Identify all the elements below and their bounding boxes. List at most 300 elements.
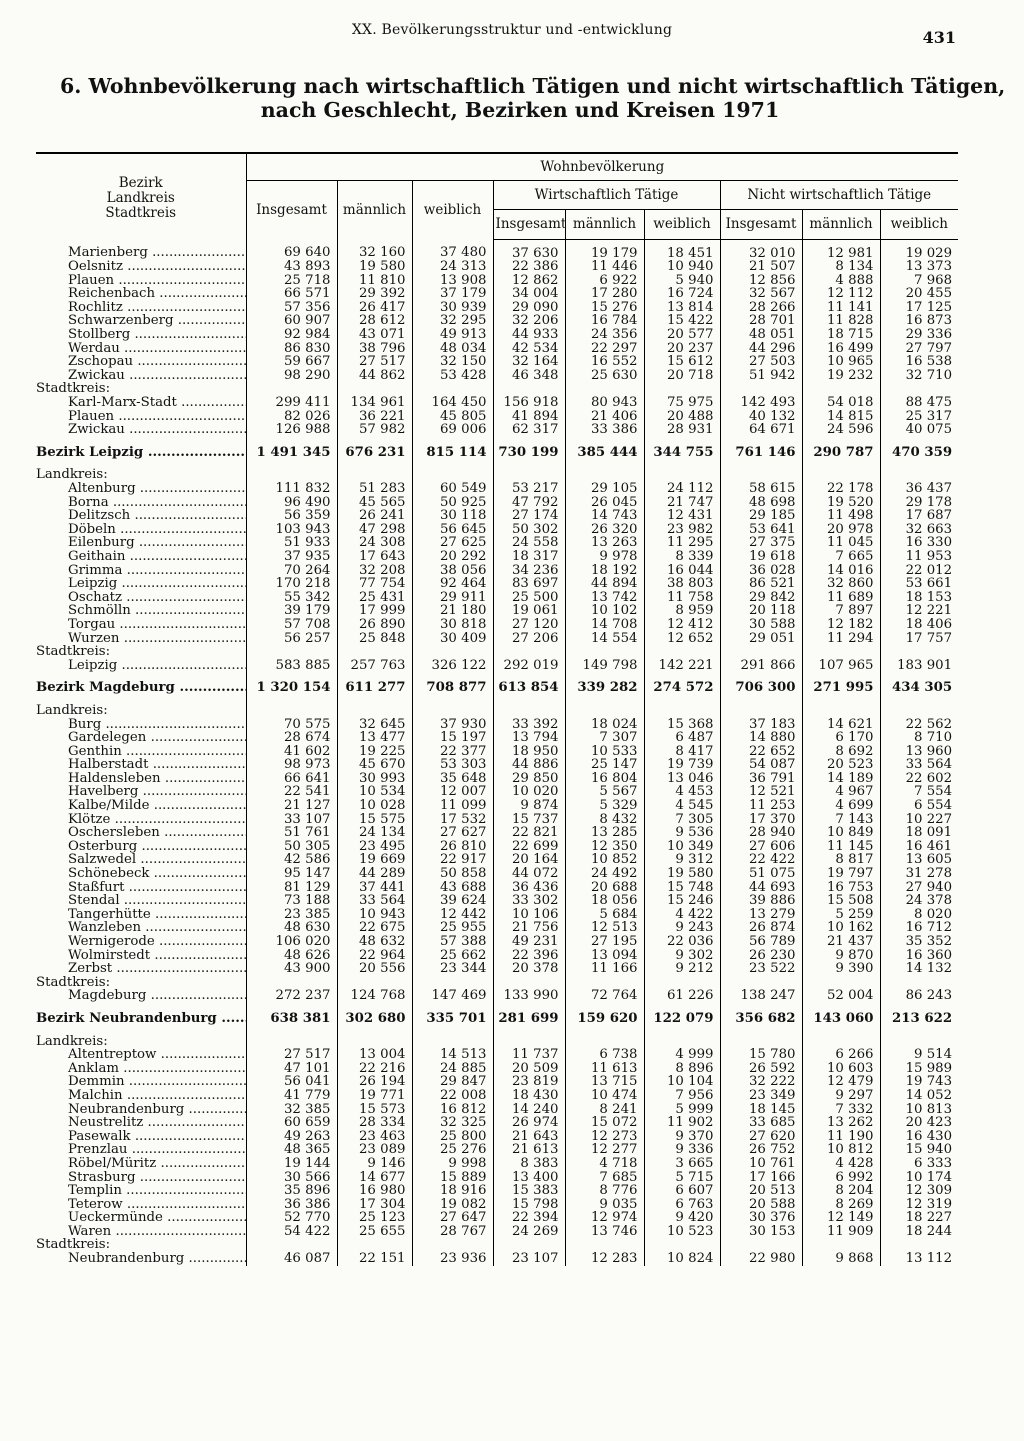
cell-value bbox=[802, 976, 880, 990]
cell-value: 25 276 bbox=[412, 1143, 493, 1157]
table-row bbox=[36, 1089, 958, 1103]
cell-value: 149 798 bbox=[565, 659, 644, 673]
cell-value: 4 545 bbox=[644, 799, 720, 813]
cell-value: 4 453 bbox=[644, 785, 720, 799]
cell-value: 16 461 bbox=[880, 840, 958, 854]
table-row bbox=[36, 949, 958, 963]
table-row bbox=[36, 301, 958, 315]
cell-value: 611 277 bbox=[337, 681, 412, 695]
cell-value: 35 352 bbox=[880, 935, 958, 949]
cell-value: 326 122 bbox=[412, 659, 493, 673]
cell-value: 30 409 bbox=[412, 632, 493, 646]
table-body bbox=[36, 239, 958, 1266]
table-row bbox=[36, 355, 958, 369]
row-label: Delitzsch ..... bbox=[36, 509, 246, 523]
row-label: Bezirk Leipzig ..... bbox=[36, 446, 246, 460]
cell-value: 16 873 bbox=[880, 314, 958, 328]
cell-value: 29 336 bbox=[880, 328, 958, 342]
table-title-line-1: 6. Wohnbevölkerung nach wirtschaftlich Tätigen und nicht wirtschaftlich Tätigen, bbox=[60, 74, 1006, 98]
table-row bbox=[36, 772, 958, 786]
cell-value: 11 810 bbox=[337, 274, 412, 288]
cell-value: 9 868 bbox=[802, 1252, 880, 1266]
cell-value: 33 392 bbox=[493, 718, 565, 732]
cell-value: 122 079 bbox=[644, 1012, 720, 1026]
cell-value: 27 195 bbox=[565, 935, 644, 949]
cell-value: 30 939 bbox=[412, 301, 493, 315]
row-label: Plauen ..... bbox=[36, 410, 246, 424]
table-row bbox=[36, 921, 958, 935]
row-label: Zwickau ..... bbox=[36, 423, 246, 437]
row-label: Reichenbach ..... bbox=[36, 287, 246, 301]
cell-value: 56 257 bbox=[246, 632, 337, 646]
cell-value bbox=[412, 1035, 493, 1049]
cell-value: 86 243 bbox=[880, 989, 958, 1003]
cell-value: 72 764 bbox=[565, 989, 644, 1003]
cell-value: 14 677 bbox=[337, 1171, 412, 1185]
cell-value: 26 320 bbox=[565, 523, 644, 537]
cell-value: 6 738 bbox=[565, 1048, 644, 1062]
cell-value: 9 514 bbox=[880, 1048, 958, 1062]
cell-value: 815 114 bbox=[412, 446, 493, 460]
cell-value: 48 051 bbox=[720, 328, 802, 342]
cell-value: 82 026 bbox=[246, 410, 337, 424]
cell-value bbox=[493, 1238, 565, 1252]
cell-value: 56 789 bbox=[720, 935, 802, 949]
cell-value bbox=[412, 468, 493, 482]
cell-value: 21 756 bbox=[493, 921, 565, 935]
cell-value: 10 474 bbox=[565, 1089, 644, 1103]
cell-value: 13 960 bbox=[880, 745, 958, 759]
cell-value: 24 492 bbox=[565, 867, 644, 881]
table-row bbox=[36, 632, 958, 646]
cell-value: 22 396 bbox=[493, 949, 565, 963]
cell-value: 19 771 bbox=[337, 1089, 412, 1103]
cell-value: 3 665 bbox=[644, 1157, 720, 1171]
cell-value: 27 647 bbox=[412, 1211, 493, 1225]
cell-value: 470 359 bbox=[880, 446, 958, 460]
cell-value: 10 824 bbox=[644, 1252, 720, 1266]
cell-value: 21 406 bbox=[565, 410, 644, 424]
cell-value: 6 333 bbox=[880, 1157, 958, 1171]
cell-value: 299 411 bbox=[246, 396, 337, 410]
cell-value: 30 566 bbox=[246, 1171, 337, 1185]
cell-value: 107 965 bbox=[802, 659, 880, 673]
row-label: Röbel/Müritz ..... bbox=[36, 1157, 246, 1171]
row-label: Stadtkreis: bbox=[36, 382, 111, 397]
cell-value: 27 606 bbox=[720, 840, 802, 854]
cell-value: 12 309 bbox=[880, 1184, 958, 1198]
cell-value: 613 854 bbox=[493, 681, 565, 695]
cell-value: 40 132 bbox=[720, 410, 802, 424]
cell-value: 12 149 bbox=[802, 1211, 880, 1225]
table-row bbox=[36, 731, 958, 745]
cell-value: 16 980 bbox=[337, 1184, 412, 1198]
row-label: Prenzlau ..... bbox=[36, 1143, 246, 1157]
row-label: Oschersleben ..... bbox=[36, 826, 246, 840]
cell-value: 14 708 bbox=[565, 618, 644, 632]
row-label: Kalbe/Milde ..... bbox=[36, 799, 246, 813]
cell-value: 15 575 bbox=[337, 813, 412, 827]
table-row bbox=[36, 1075, 958, 1089]
cell-value: 19 618 bbox=[720, 550, 802, 564]
cell-value: 19 520 bbox=[802, 496, 880, 510]
cell-value: 21 127 bbox=[246, 799, 337, 813]
row-label: Wurzen ..... bbox=[36, 632, 246, 646]
cell-value: 14 815 bbox=[802, 410, 880, 424]
cell-value: 12 521 bbox=[720, 785, 802, 799]
cell-value: 26 874 bbox=[720, 921, 802, 935]
row-label: Plauen ..... bbox=[36, 274, 246, 288]
group-header-row bbox=[36, 645, 958, 659]
row-label: Landkreis: bbox=[36, 1034, 108, 1049]
cell-value: 32 567 bbox=[720, 287, 802, 301]
cell-value: 29 842 bbox=[720, 591, 802, 605]
cell-value: 51 933 bbox=[246, 536, 337, 550]
cell-value: 6 992 bbox=[802, 1171, 880, 1185]
cell-value: 4 999 bbox=[644, 1048, 720, 1062]
cell-value: 70 264 bbox=[246, 564, 337, 578]
cell-value: 57 356 bbox=[246, 301, 337, 315]
cell-value: 9 312 bbox=[644, 853, 720, 867]
cell-value: 86 521 bbox=[720, 577, 802, 591]
cell-value bbox=[246, 704, 337, 718]
cell-value: 56 645 bbox=[412, 523, 493, 537]
row-label: Stollberg ..... bbox=[36, 328, 246, 342]
cell-value: 4 967 bbox=[802, 785, 880, 799]
cell-value: 13 263 bbox=[565, 536, 644, 550]
cell-value: 32 295 bbox=[412, 314, 493, 328]
row-label: Halberstadt ..... bbox=[36, 758, 246, 772]
cell-value: 43 900 bbox=[246, 962, 337, 976]
cell-value: 69 640 bbox=[246, 239, 337, 260]
page-number: 431 bbox=[922, 28, 956, 47]
cell-value: 27 517 bbox=[246, 1048, 337, 1062]
cell-value: 11 295 bbox=[644, 536, 720, 550]
cell-value: 44 072 bbox=[493, 867, 565, 881]
cell-value: 13 908 bbox=[412, 274, 493, 288]
cell-value: 37 179 bbox=[412, 287, 493, 301]
cell-value: 33 564 bbox=[880, 758, 958, 772]
cell-value: 27 627 bbox=[412, 826, 493, 840]
cell-value: 16 804 bbox=[565, 772, 644, 786]
cell-value: 25 500 bbox=[493, 591, 565, 605]
cell-value: 37 441 bbox=[337, 881, 412, 895]
cell-value: 38 803 bbox=[644, 577, 720, 591]
cell-value: 23 089 bbox=[337, 1143, 412, 1157]
cell-value: 12 277 bbox=[565, 1143, 644, 1157]
cell-value: 14 016 bbox=[802, 564, 880, 578]
table-row bbox=[36, 410, 958, 424]
cell-value: 41 779 bbox=[246, 1089, 337, 1103]
cell-value: 23 982 bbox=[644, 523, 720, 537]
cell-value: 257 763 bbox=[337, 659, 412, 673]
cell-value: 106 020 bbox=[246, 935, 337, 949]
row-label: Schönebeck ..... bbox=[36, 867, 246, 881]
cell-value: 9 874 bbox=[493, 799, 565, 813]
cell-value: 20 237 bbox=[644, 342, 720, 356]
cell-value: 29 105 bbox=[565, 482, 644, 496]
cell-value: 11 145 bbox=[802, 840, 880, 854]
cell-value: 53 661 bbox=[880, 577, 958, 591]
cell-value: 20 488 bbox=[644, 410, 720, 424]
row-label: Havelberg ..... bbox=[36, 785, 246, 799]
cell-value bbox=[493, 645, 565, 659]
cell-value: 17 370 bbox=[720, 813, 802, 827]
cell-value: 8 383 bbox=[493, 1157, 565, 1171]
cell-value bbox=[565, 704, 644, 718]
cell-value: 32 150 bbox=[412, 355, 493, 369]
cell-value: 22 652 bbox=[720, 745, 802, 759]
table-row bbox=[36, 523, 958, 537]
cell-value: 19 580 bbox=[644, 867, 720, 881]
cell-value: 12 479 bbox=[802, 1075, 880, 1089]
table-row bbox=[36, 369, 958, 383]
cell-value: 11 737 bbox=[493, 1048, 565, 1062]
cell-value: 23 522 bbox=[720, 962, 802, 976]
cell-value: 6 170 bbox=[802, 731, 880, 745]
cell-value: 52 004 bbox=[802, 989, 880, 1003]
header-weiblich: weiblich bbox=[412, 181, 493, 240]
cell-value bbox=[802, 382, 880, 396]
cell-value: 25 955 bbox=[412, 921, 493, 935]
cell-value bbox=[644, 976, 720, 990]
table-row bbox=[36, 260, 958, 274]
row-label: Leipzig ..... bbox=[36, 659, 246, 673]
row-label: Haldensleben ..... bbox=[36, 772, 246, 786]
cell-value: 12 431 bbox=[644, 509, 720, 523]
cell-value: 8 776 bbox=[565, 1184, 644, 1198]
stub-header-landkreis: Landkreis bbox=[106, 190, 175, 206]
header-wt-maennlich: männlich bbox=[565, 210, 644, 239]
cell-value: 37 630 bbox=[493, 239, 565, 260]
cell-value: 22 012 bbox=[880, 564, 958, 578]
cell-value: 13 279 bbox=[720, 908, 802, 922]
cell-value: 8 896 bbox=[644, 1062, 720, 1076]
cell-value: 27 517 bbox=[337, 355, 412, 369]
table-row bbox=[36, 536, 958, 550]
group-header-row bbox=[36, 382, 958, 396]
table-row bbox=[36, 1062, 958, 1076]
cell-value: 7 307 bbox=[565, 731, 644, 745]
cell-value: 30 818 bbox=[412, 618, 493, 632]
cell-value: 51 283 bbox=[337, 482, 412, 496]
cell-value: 18 056 bbox=[565, 894, 644, 908]
table-row bbox=[36, 577, 958, 591]
cell-value: 20 164 bbox=[493, 853, 565, 867]
cell-value: 32 385 bbox=[246, 1103, 337, 1117]
cell-value: 11 689 bbox=[802, 591, 880, 605]
cell-value: 54 018 bbox=[802, 396, 880, 410]
cell-value: 39 179 bbox=[246, 604, 337, 618]
cell-value: 36 436 bbox=[493, 881, 565, 895]
row-label: Klötze ..... bbox=[36, 813, 246, 827]
cell-value: 18 430 bbox=[493, 1089, 565, 1103]
cell-value: 12 974 bbox=[565, 1211, 644, 1225]
cell-value: 292 019 bbox=[493, 659, 565, 673]
table-row bbox=[36, 618, 958, 632]
cell-value: 25 431 bbox=[337, 591, 412, 605]
cell-value: 54 087 bbox=[720, 758, 802, 772]
cell-value: 4 699 bbox=[802, 799, 880, 813]
row-label: Osterburg ..... bbox=[36, 840, 246, 854]
cell-value: 22 008 bbox=[412, 1089, 493, 1103]
cell-value: 1 320 154 bbox=[246, 681, 337, 695]
cell-value: 11 613 bbox=[565, 1062, 644, 1076]
cell-value: 73 188 bbox=[246, 894, 337, 908]
table-header bbox=[36, 153, 958, 239]
cell-value: 272 237 bbox=[246, 989, 337, 1003]
cell-value: 30 376 bbox=[720, 1211, 802, 1225]
row-label: Wanzleben ..... bbox=[36, 921, 246, 935]
cell-value: 48 698 bbox=[720, 496, 802, 510]
cell-value: 48 626 bbox=[246, 949, 337, 963]
cell-value: 45 670 bbox=[337, 758, 412, 772]
cell-value: 15 989 bbox=[880, 1062, 958, 1076]
cell-value: 583 885 bbox=[246, 659, 337, 673]
cell-value: 32 860 bbox=[802, 577, 880, 591]
cell-value: 92 984 bbox=[246, 328, 337, 342]
cell-value: 33 386 bbox=[565, 423, 644, 437]
group-header-row bbox=[36, 704, 958, 718]
cell-value: 44 693 bbox=[720, 881, 802, 895]
group-header-row bbox=[36, 468, 958, 482]
cell-value bbox=[720, 468, 802, 482]
cell-value: 27 620 bbox=[720, 1130, 802, 1144]
cell-value bbox=[644, 468, 720, 482]
row-label: Karl-Marx-Stadt ..... bbox=[36, 396, 246, 410]
cell-value: 10 812 bbox=[802, 1143, 880, 1157]
cell-value: 5 567 bbox=[565, 785, 644, 799]
cell-value: 12 442 bbox=[412, 908, 493, 922]
cell-value bbox=[565, 1035, 644, 1049]
cell-value: 18 024 bbox=[565, 718, 644, 732]
table-row bbox=[36, 396, 958, 410]
cell-value bbox=[565, 382, 644, 396]
cell-value: 11 902 bbox=[644, 1116, 720, 1130]
cell-value: 12 513 bbox=[565, 921, 644, 935]
cell-value: 17 999 bbox=[337, 604, 412, 618]
cell-value bbox=[493, 976, 565, 990]
cell-value: 19 029 bbox=[880, 239, 958, 260]
cell-value: 9 390 bbox=[802, 962, 880, 976]
cell-value: 4 888 bbox=[802, 274, 880, 288]
group-header-row bbox=[36, 1238, 958, 1252]
cell-value bbox=[565, 1238, 644, 1252]
cell-value: 8 020 bbox=[880, 908, 958, 922]
cell-value: 25 123 bbox=[337, 1211, 412, 1225]
cell-value: 26 974 bbox=[493, 1116, 565, 1130]
cell-value: 761 146 bbox=[720, 446, 802, 460]
cell-value: 11 045 bbox=[802, 536, 880, 550]
header-insgesamt: Insgesamt bbox=[246, 181, 337, 240]
cell-value: 51 761 bbox=[246, 826, 337, 840]
cell-value: 28 266 bbox=[720, 301, 802, 315]
cell-value: 12 112 bbox=[802, 287, 880, 301]
cell-value: 15 780 bbox=[720, 1048, 802, 1062]
cell-value: 23 349 bbox=[720, 1089, 802, 1103]
cell-value: 7 956 bbox=[644, 1089, 720, 1103]
row-label: Strasburg ..... bbox=[36, 1171, 246, 1185]
table-row bbox=[36, 935, 958, 949]
cell-value: 13 004 bbox=[337, 1048, 412, 1062]
row-label: Borna ..... bbox=[36, 496, 246, 510]
cell-value: 33 564 bbox=[337, 894, 412, 908]
stub-header bbox=[36, 153, 246, 239]
cell-value: 43 688 bbox=[412, 881, 493, 895]
row-label: Altenburg ..... bbox=[36, 482, 246, 496]
cell-value: 16 784 bbox=[565, 314, 644, 328]
table-row bbox=[36, 799, 958, 813]
row-label: Templin ..... bbox=[36, 1184, 246, 1198]
cell-value: 8 204 bbox=[802, 1184, 880, 1198]
row-label: Rochlitz ..... bbox=[36, 301, 246, 315]
cell-value bbox=[412, 704, 493, 718]
cell-value: 18 227 bbox=[880, 1211, 958, 1225]
cell-value: 9 297 bbox=[802, 1089, 880, 1103]
cell-value: 37 183 bbox=[720, 718, 802, 732]
cell-value: 10 162 bbox=[802, 921, 880, 935]
spacer-row bbox=[36, 695, 958, 704]
table-row bbox=[36, 881, 958, 895]
cell-value bbox=[720, 382, 802, 396]
cell-value: 24 112 bbox=[644, 482, 720, 496]
cell-value: 26 230 bbox=[720, 949, 802, 963]
cell-value: 10 849 bbox=[802, 826, 880, 840]
cell-value: 9 978 bbox=[565, 550, 644, 564]
running-head: XX. Bevölkerungsstruktur und -entwicklung bbox=[351, 22, 673, 38]
cell-value: 7 685 bbox=[565, 1171, 644, 1185]
header-nwt-insgesamt: Insgesamt bbox=[720, 210, 802, 239]
cell-value bbox=[644, 1035, 720, 1049]
cell-value: 9 302 bbox=[644, 949, 720, 963]
cell-value: 22 151 bbox=[337, 1252, 412, 1266]
cell-value: 44 894 bbox=[565, 577, 644, 591]
cell-value: 24 356 bbox=[565, 328, 644, 342]
cell-value: 18 317 bbox=[493, 550, 565, 564]
cell-value: 13 605 bbox=[880, 853, 958, 867]
cell-value: 36 437 bbox=[880, 482, 958, 496]
group-header-row bbox=[36, 1035, 958, 1049]
cell-value: 159 620 bbox=[565, 1012, 644, 1026]
cell-value: 8 710 bbox=[880, 731, 958, 745]
cell-value: 14 052 bbox=[880, 1089, 958, 1103]
cell-value: 47 101 bbox=[246, 1062, 337, 1076]
row-label: Malchin ..... bbox=[36, 1089, 246, 1103]
cell-value: 8 817 bbox=[802, 853, 880, 867]
cell-value bbox=[644, 704, 720, 718]
cell-value: 6 266 bbox=[802, 1048, 880, 1062]
cell-value: 164 450 bbox=[412, 396, 493, 410]
cell-value: 11 253 bbox=[720, 799, 802, 813]
cell-value: 14 880 bbox=[720, 731, 802, 745]
cell-value bbox=[412, 1238, 493, 1252]
cell-value: 10 349 bbox=[644, 840, 720, 854]
cell-value bbox=[493, 382, 565, 396]
cell-value: 22 602 bbox=[880, 772, 958, 786]
cell-value: 83 697 bbox=[493, 577, 565, 591]
cell-value: 27 625 bbox=[412, 536, 493, 550]
cell-value: 44 886 bbox=[493, 758, 565, 772]
cell-value: 19 225 bbox=[337, 745, 412, 759]
cell-value: 27 375 bbox=[720, 536, 802, 550]
cell-value: 66 571 bbox=[246, 287, 337, 301]
cell-value: 53 303 bbox=[412, 758, 493, 772]
table-row bbox=[36, 1184, 958, 1198]
cell-value: 11 758 bbox=[644, 591, 720, 605]
cell-value: 40 075 bbox=[880, 423, 958, 437]
cell-value: 134 961 bbox=[337, 396, 412, 410]
cell-value: 10 174 bbox=[880, 1171, 958, 1185]
